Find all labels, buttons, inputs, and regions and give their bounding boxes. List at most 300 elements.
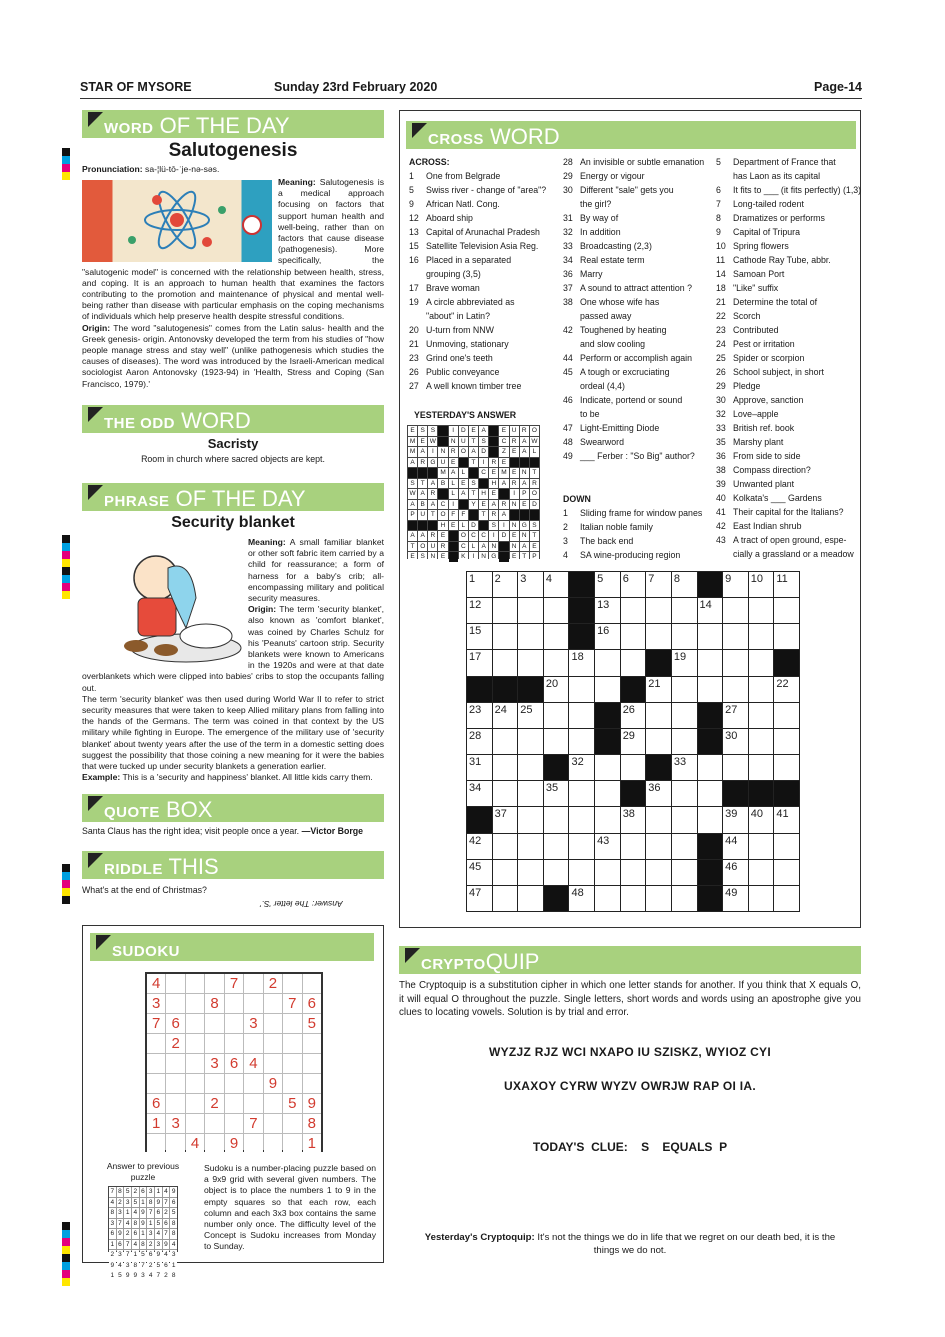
crossword-cell[interactable] — [569, 624, 594, 649]
crossword-cell[interactable] — [621, 650, 646, 675]
crossword-cell[interactable] — [646, 650, 671, 675]
yesterday-cell: R — [449, 447, 458, 457]
across-clue — [563, 337, 713, 351]
crossword-cell[interactable] — [672, 807, 697, 832]
clue-number: 6 — [716, 185, 721, 195]
crossword-cell[interactable] — [569, 703, 594, 728]
crossword-cell[interactable] — [544, 834, 569, 859]
yesterday-cell: T — [408, 542, 417, 552]
sudoku-answer-cell: 5 — [141, 1251, 145, 1258]
crossword-cell[interactable]: 49 — [723, 886, 748, 911]
crossword-cell[interactable] — [544, 650, 569, 675]
across-clue — [409, 253, 559, 267]
across-clue — [563, 365, 713, 379]
crossword-cell[interactable]: 48 — [569, 886, 594, 911]
crossword-cell[interactable]: 8 — [672, 572, 697, 597]
yesterday-cell — [418, 468, 427, 478]
crossword-cell[interactable]: 13 — [595, 598, 620, 623]
crossword-cell[interactable]: 25 — [518, 703, 543, 728]
crossword-cell[interactable] — [698, 781, 723, 806]
sudoku-cell: 6 — [166, 1014, 184, 1033]
crossword-cell[interactable]: 46 — [723, 860, 748, 885]
crossword-cell[interactable] — [672, 598, 697, 623]
clue-text: Samoan Port — [733, 269, 785, 279]
crossword-cell[interactable]: 24 — [493, 703, 518, 728]
clue-text: Spring flowers — [733, 241, 789, 251]
crossword-cell[interactable]: 34 — [467, 781, 492, 806]
crossword-cell[interactable] — [698, 703, 723, 728]
crossword-cell[interactable] — [493, 886, 518, 911]
sudoku-cell: 7 — [283, 994, 301, 1013]
crossword-cell[interactable]: 15 — [467, 624, 492, 649]
crossword-cell[interactable] — [621, 860, 646, 885]
yesterday-cell: A — [520, 437, 529, 447]
down-clue — [716, 267, 858, 281]
crossword-cell[interactable] — [646, 860, 671, 885]
crossword-cell[interactable] — [595, 886, 620, 911]
clue-text: The back end — [580, 536, 634, 546]
crossword-cell[interactable] — [749, 677, 774, 702]
crossword-cell[interactable] — [749, 834, 774, 859]
yesterday-cell — [479, 521, 488, 531]
crossword-cell[interactable] — [723, 598, 748, 623]
across-clue — [563, 379, 713, 393]
crossword-cell[interactable]: 16 — [595, 624, 620, 649]
yesterday-cell: T — [530, 468, 539, 478]
crossword-cell[interactable] — [698, 886, 723, 911]
yesterday-cell: S — [418, 552, 427, 562]
crossword-cell[interactable] — [518, 807, 543, 832]
yesterday-cell: N — [449, 437, 458, 447]
crossword-cell[interactable]: 42 — [467, 834, 492, 859]
yesterday-cell: L — [530, 447, 539, 457]
clue-number: 1 — [409, 171, 414, 181]
crossword-cell[interactable] — [595, 755, 620, 780]
yesterday-cell: D — [499, 531, 508, 541]
sudoku-answer-cell: 4 — [164, 1188, 168, 1195]
clue-number: 10 — [716, 241, 726, 251]
crossword-cell[interactable]: 31 — [467, 755, 492, 780]
crossword-cell[interactable]: 39 — [723, 807, 748, 832]
sudoku-cell: 6 — [225, 1054, 243, 1073]
crossword-cell[interactable]: 30 — [723, 729, 748, 754]
crossword-cell[interactable] — [646, 886, 671, 911]
crossword-cell[interactable] — [493, 598, 518, 623]
yesterday-cell: A — [520, 447, 529, 457]
crossword-cell[interactable] — [672, 677, 697, 702]
crossword-cell[interactable]: 12 — [467, 598, 492, 623]
yesterday-cell: A — [479, 542, 488, 552]
crossword-cell[interactable] — [672, 781, 697, 806]
crossword-cell[interactable]: 23 — [467, 703, 492, 728]
sudoku-answer-cell: 7 — [141, 1261, 145, 1269]
yesterday-cell: C — [499, 437, 508, 447]
sudoku-answer-cell: 8 — [118, 1188, 122, 1195]
sudoku-answer-cell: 2 — [125, 1230, 130, 1237]
crossword-cell[interactable] — [672, 886, 697, 911]
yesterday-cell: S — [418, 426, 427, 436]
crossword-cell[interactable] — [621, 886, 646, 911]
sudoku-cell — [264, 1094, 282, 1113]
crossword-cell[interactable]: 33 — [672, 755, 697, 780]
crossword-cell[interactable] — [493, 755, 518, 780]
down-clue — [716, 379, 858, 393]
crossword-cell[interactable] — [493, 624, 518, 649]
crossword-cell[interactable]: 36 — [646, 781, 671, 806]
crossword-cell[interactable] — [544, 755, 569, 780]
crossword-cell[interactable]: 14 — [698, 598, 723, 623]
crossword-cell[interactable] — [698, 807, 723, 832]
crossword-cell[interactable] — [569, 572, 594, 597]
crossword-cell[interactable] — [723, 755, 748, 780]
yesterday-cell: B — [438, 479, 447, 489]
down-clue — [716, 421, 858, 435]
crossword-cell[interactable] — [493, 729, 518, 754]
crossword-cell[interactable]: 10 — [749, 572, 774, 597]
yesterday-cell: G — [520, 521, 529, 531]
across-clue — [563, 407, 713, 421]
clue-number: 22 — [716, 311, 726, 321]
crossword-cell[interactable] — [672, 834, 697, 859]
crossword-cell[interactable]: 37 — [493, 807, 518, 832]
across-clue — [563, 351, 713, 365]
crossword-cell[interactable]: 40 — [749, 807, 774, 832]
crossword-cell[interactable] — [493, 860, 518, 885]
crossword-cell[interactable]: 9 — [723, 572, 748, 597]
crossword-cell[interactable] — [544, 729, 569, 754]
down-clue — [716, 449, 858, 463]
crossword-cell[interactable] — [621, 834, 646, 859]
across-clue — [409, 197, 559, 211]
crossword-cell[interactable] — [621, 781, 646, 806]
sudoku-answer-cell: 9 — [156, 1251, 161, 1258]
crossword-cell[interactable]: 45 — [467, 860, 492, 885]
sudoku-cell — [303, 974, 321, 993]
yesterday-cell: P — [530, 552, 539, 562]
odd-word: Sacristy — [207, 436, 259, 451]
crossword-cell[interactable] — [518, 781, 543, 806]
crossword-cell[interactable] — [493, 650, 518, 675]
page-header — [80, 80, 862, 98]
clue-text: grouping (3,5) — [426, 269, 481, 279]
yesterday-cell: A — [408, 458, 417, 468]
down-clue — [716, 155, 858, 169]
crossword-cell[interactable]: 38 — [621, 807, 646, 832]
crossword-cell[interactable] — [749, 703, 774, 728]
yesterday-cell: D — [469, 521, 478, 531]
crossword-cell[interactable] — [518, 834, 543, 859]
crossword-cell[interactable] — [569, 807, 594, 832]
crossword-cell[interactable] — [493, 781, 518, 806]
crossword-cell[interactable]: 41 — [774, 807, 799, 832]
crossword-cell[interactable] — [621, 677, 646, 702]
crossword-cell[interactable] — [569, 781, 594, 806]
sudoku-answer-cell: 1 — [171, 1261, 176, 1269]
clue-number: 7 — [716, 199, 721, 209]
sudoku-answer-cell: 9 — [118, 1230, 122, 1237]
crossword-cell[interactable] — [698, 572, 723, 597]
clue-text: passed away — [580, 311, 632, 321]
sudoku-answer-cell: 9 — [141, 1209, 145, 1216]
crossword-cell[interactable] — [518, 886, 543, 911]
crossword-cell[interactable] — [467, 677, 492, 702]
sudoku-answer-cell: 6 — [156, 1209, 161, 1216]
crossword-cell[interactable] — [774, 834, 799, 859]
sudoku-cell — [244, 1094, 262, 1113]
across-clue — [563, 197, 713, 211]
crossword-cell[interactable] — [518, 729, 543, 754]
crossword-cell[interactable] — [723, 781, 748, 806]
crossword-cell[interactable]: 1 — [467, 572, 492, 597]
crossword-cell[interactable] — [774, 650, 799, 675]
crossword-cell[interactable]: 2 — [493, 572, 518, 597]
crossword-cell[interactable] — [518, 860, 543, 885]
sudoku-answer-cell: 8 — [171, 1219, 176, 1227]
crossword-cell[interactable]: 29 — [621, 729, 646, 754]
crossword-cell[interactable] — [595, 650, 620, 675]
crossword-cell[interactable] — [774, 886, 799, 911]
clue-number: 3 — [563, 536, 568, 546]
yesterday-cell: G — [489, 552, 498, 562]
sudoku-answer-cell: 6 — [141, 1188, 145, 1195]
crossword-cell[interactable] — [774, 755, 799, 780]
crossword-cell[interactable] — [698, 860, 723, 885]
down-clue — [716, 477, 858, 491]
crossword-cell[interactable] — [518, 650, 543, 675]
clue-text: Contributed — [733, 325, 779, 335]
yesterday-cell — [438, 426, 447, 436]
across-clue — [563, 211, 713, 225]
crossword-cell[interactable] — [774, 598, 799, 623]
sudoku-cell — [186, 1054, 204, 1073]
crossword-cell[interactable]: 22 — [774, 677, 799, 702]
down-clue — [563, 506, 713, 520]
sudoku-cell — [264, 1134, 282, 1153]
crossword-cell[interactable] — [749, 781, 774, 806]
crossword-cell[interactable]: 32 — [569, 755, 594, 780]
yesterday-cell: N — [428, 552, 437, 562]
sudoku-cell: 1 — [303, 1134, 321, 1153]
across-clue — [563, 225, 713, 239]
across-clue — [409, 225, 559, 239]
clue-number: 35 — [716, 437, 726, 447]
crossword-cell[interactable]: 18 — [569, 650, 594, 675]
crossword-cell[interactable]: 44 — [723, 834, 748, 859]
crossword-cell[interactable] — [672, 860, 697, 885]
crossword-cell[interactable]: 26 — [621, 703, 646, 728]
crossword-cell[interactable] — [749, 650, 774, 675]
crossword-cell[interactable] — [646, 729, 671, 754]
crossword-cell[interactable] — [672, 624, 697, 649]
crossword-cell[interactable] — [595, 703, 620, 728]
crossword-cell[interactable] — [518, 624, 543, 649]
clue-text: Grind one's teeth — [426, 353, 493, 363]
crossword-cell[interactable] — [749, 598, 774, 623]
riddle-band: RIDDLE THIS — [82, 851, 384, 879]
crossword-cell[interactable] — [672, 729, 697, 754]
sudoku-answer-cell: 1 — [156, 1188, 161, 1195]
crossword-cell[interactable] — [723, 624, 748, 649]
sudoku-answer-label: Answer to previous puzzle — [106, 1161, 180, 1182]
crossword-cell[interactable] — [467, 807, 492, 832]
sudoku-cell — [186, 1034, 204, 1053]
crossword-cell[interactable]: 4 — [544, 572, 569, 597]
yesterday-cell: W — [409, 490, 416, 497]
crossword-cell[interactable] — [749, 755, 774, 780]
across-clue — [563, 323, 713, 337]
crossword-cell[interactable] — [518, 598, 543, 623]
yesterday-cell: T — [520, 552, 529, 562]
crossword-cell[interactable] — [672, 703, 697, 728]
clue-number: 9 — [716, 227, 721, 237]
yesterday-cell: N — [520, 531, 529, 541]
crossword-cell[interactable]: 20 — [544, 677, 569, 702]
crossword-cell[interactable]: 17 — [467, 650, 492, 675]
crossword-cell[interactable] — [595, 781, 620, 806]
yesterday-cell: U — [418, 510, 427, 520]
crossword-cell[interactable] — [544, 807, 569, 832]
crossword-cell[interactable]: 7 — [646, 572, 671, 597]
yesterday-cell: E — [520, 500, 529, 510]
sudoku-answer-cell: 5 — [156, 1261, 161, 1269]
crossword-cell[interactable] — [774, 703, 799, 728]
crossword-cell[interactable] — [544, 624, 569, 649]
clue-number: 30 — [563, 185, 573, 195]
crossword-cell[interactable] — [698, 755, 723, 780]
clue-number: 16 — [409, 255, 419, 265]
yesterday-cell: E — [449, 458, 458, 468]
crossword-cell[interactable] — [595, 860, 620, 885]
crossword-cell[interactable] — [749, 860, 774, 885]
crossword-cell[interactable] — [646, 834, 671, 859]
down-clue — [716, 309, 858, 323]
down-clue — [716, 533, 858, 547]
crossword-cell[interactable] — [646, 598, 671, 623]
sudoku-answer-cell: 2 — [118, 1198, 122, 1206]
odd-word-definition: Room in church where sacred objects are kept. — [141, 454, 325, 464]
crossword-cell[interactable] — [723, 677, 748, 702]
down-clue — [716, 211, 858, 225]
crossword-cell[interactable]: 19 — [672, 650, 697, 675]
across-clue — [409, 309, 559, 323]
crossword-cell[interactable] — [544, 860, 569, 885]
clue-text: Marshy plant — [733, 437, 784, 447]
crossword-cell[interactable] — [749, 729, 774, 754]
yesterday-cell: R — [418, 458, 427, 468]
across-clue — [409, 365, 559, 379]
sudoku-cell: 7 — [147, 1014, 165, 1033]
crossword-cell[interactable] — [698, 650, 723, 675]
crossword-cell[interactable] — [698, 729, 723, 754]
crossword-cell[interactable] — [646, 807, 671, 832]
crossword-cell[interactable]: 11 — [774, 572, 799, 597]
crossword-cell[interactable] — [621, 624, 646, 649]
crossword-cell[interactable] — [544, 598, 569, 623]
yesterday-cell: O — [459, 447, 468, 457]
crossword-cell[interactable]: 21 — [646, 677, 671, 702]
crossword-cell[interactable] — [595, 677, 620, 702]
crossword-cell[interactable] — [774, 781, 799, 806]
crossword-cell[interactable] — [569, 598, 594, 623]
sudoku-answer-cell: 7 — [164, 1198, 168, 1206]
crossword-cell[interactable] — [493, 834, 518, 859]
across-clue — [563, 253, 713, 267]
crossword-cell[interactable] — [544, 703, 569, 728]
crossword-cell[interactable]: 27 — [723, 703, 748, 728]
crossword-cell[interactable] — [621, 598, 646, 623]
crossword-cell[interactable] — [518, 677, 543, 702]
clue-text: Pest or irritation — [733, 339, 795, 349]
yesterday-cell: I — [449, 500, 458, 510]
crossword-cell[interactable] — [698, 677, 723, 702]
crossword-cell[interactable] — [569, 729, 594, 754]
crossword-cell[interactable] — [774, 729, 799, 754]
crossword-cell[interactable] — [774, 860, 799, 885]
crossword-cell[interactable] — [493, 677, 518, 702]
crossword-cell[interactable] — [698, 834, 723, 859]
crossword-cell[interactable] — [698, 624, 723, 649]
crossword-cell[interactable] — [569, 834, 594, 859]
crossword-cell[interactable] — [518, 755, 543, 780]
crossword-cell[interactable]: 47 — [467, 886, 492, 911]
crossword-cell[interactable]: 28 — [467, 729, 492, 754]
clue-number: 29 — [716, 381, 726, 391]
crossword-cell[interactable] — [774, 624, 799, 649]
crossword-cell[interactable] — [621, 755, 646, 780]
crossword-cell[interactable] — [646, 624, 671, 649]
sudoku-cell — [283, 1074, 301, 1093]
crossword-cell[interactable]: 35 — [544, 781, 569, 806]
yesterday-cell: I — [499, 521, 508, 531]
clue-text: Unmoving, stationary — [426, 339, 509, 349]
crossword-cell[interactable] — [544, 886, 569, 911]
yesterday-cell — [520, 458, 529, 468]
crossword-cell[interactable] — [595, 807, 620, 832]
crossword-cell[interactable] — [595, 729, 620, 754]
crossword-grid[interactable] — [466, 571, 800, 912]
yesterday-cell: E — [510, 531, 519, 541]
sudoku-answer-cell: 9 — [133, 1272, 138, 1279]
across-clue — [563, 393, 713, 407]
crossword-cell[interactable]: 3 — [518, 572, 543, 597]
sudoku-cell: 8 — [303, 1114, 321, 1133]
sudoku-answer-cell: 4 — [118, 1261, 122, 1269]
crossword-cell[interactable] — [569, 860, 594, 885]
crossword-cell[interactable] — [723, 650, 748, 675]
pronunciation: Pronunciation: sa-¦lü-tō-ˈje-nə-səs. — [82, 164, 220, 174]
crossword-cell[interactable]: 5 — [595, 572, 620, 597]
crossword-cell[interactable]: 43 — [595, 834, 620, 859]
yesterday-cell — [510, 458, 519, 468]
yesterday-cell: U — [459, 437, 468, 447]
down-clue — [563, 548, 713, 562]
sudoku-cell — [264, 994, 282, 1013]
crossword-cell[interactable] — [569, 677, 594, 702]
clue-number: 5 — [409, 185, 414, 195]
crossword-cell[interactable]: 6 — [621, 572, 646, 597]
crossword-cell[interactable] — [646, 703, 671, 728]
yesterday-cell — [459, 500, 468, 510]
crossword-cell[interactable] — [749, 886, 774, 911]
across-clue — [563, 281, 713, 295]
crossword-cell[interactable] — [646, 755, 671, 780]
across-clue — [409, 351, 559, 365]
sudoku-cell: 8 — [205, 994, 223, 1013]
sudoku-cell: 4 — [244, 1054, 262, 1073]
yesterday-cell: A — [499, 510, 508, 520]
clue-text: Scorch — [733, 311, 761, 321]
crossword-cell[interactable] — [749, 624, 774, 649]
